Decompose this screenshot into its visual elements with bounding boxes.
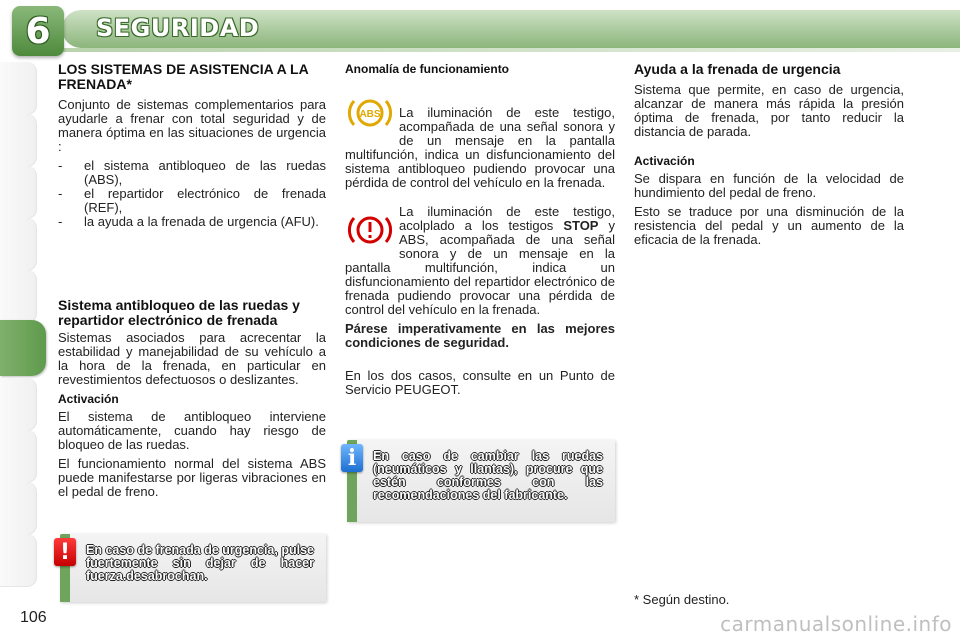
chapter-tab[interactable] — [0, 430, 37, 483]
abs-icon-label: ABS — [359, 109, 381, 120]
stop-warning-text: Párese imperativamente en las mejores condiciones de seguridad. — [345, 321, 615, 350]
chapter-tabs — [0, 62, 40, 582]
page-number: 106 — [20, 609, 47, 626]
section-heading-anomaly: Anomalía de funcionamiento — [345, 62, 510, 76]
chapter-tab[interactable] — [0, 482, 37, 535]
emergency-intro: Sistema que permite, en caso de urgencia, alcanzar de manera más rápida la presión óptima de frenada, por tanto reducir la distancia de parada. — [634, 82, 904, 139]
brake-anomaly-block — [345, 205, 615, 317]
page-header — [0, 0, 960, 58]
info-icon: i — [341, 444, 363, 472]
warning-note-text: En caso de frenada de urgencia, pulse fuertemente sin dejar de hacer fuerza.desabrochan. — [86, 543, 314, 583]
activation-heading: Activación — [58, 392, 119, 406]
chapter-tab[interactable] — [0, 534, 37, 587]
activation-text: Se dispara en función de la velocidad de hundimiento del pedal de freno. — [634, 171, 904, 200]
list-item: - el sistema antibloqueo de las ruedas (ABS), — [58, 158, 326, 187]
brake-anomaly-text: La iluminación de este testigo, acolplado a los testigos STOP y ABS, acompañada de una señal sonora y de un mensaje en la pantalla multifunción, indica un disfuncionamiento del repartidor electrónico de frenada pudiendo provocar una pérdida de control del vehículo en la frenada. — [345, 204, 615, 317]
column-left — [58, 62, 326, 504]
chapter-tab[interactable] — [0, 62, 37, 115]
chapter-tab[interactable] — [0, 166, 37, 219]
chapter-badge — [12, 6, 64, 56]
footnote: * Según destino. — [634, 592, 730, 607]
watermark: carmanualsonline.info — [720, 612, 952, 636]
warning-note — [60, 534, 326, 602]
list-item: - la ayuda a la frenada de urgencia (AFU). — [58, 214, 319, 229]
chapter-tab[interactable] — [0, 218, 37, 271]
chapter-tab-active[interactable] — [0, 320, 46, 376]
intro-text: Conjunto de sistemas complementarios para ayudarle a frenar con total seguridad y de manera óptima en las situaciones de urgencia : — [58, 97, 326, 154]
abs-warning-icon — [345, 92, 395, 134]
section-heading-assist: LOS SISTEMAS DE ASISTENCIA A LA FRENADA* — [58, 61, 309, 92]
warning-icon: ! — [54, 538, 76, 566]
info-note — [347, 440, 615, 522]
activation-text: Esto se traduce por una disminución de la resistencia del pedal y un aumento de la eficacia de la frenada. — [634, 204, 904, 247]
activation-text: El funcionamiento normal del sistema ABS puede manifestarse por ligeras vibraciones en el pedal de freno. — [58, 456, 326, 499]
abs-anomaly-text: La iluminación de este testigo, acompañada de una señal sonora y de un mensaje en la pantalla multifunción, indica un disfuncionamiento del sistema antibloqueo pudiendo provocar una pérdida de control del vehículo en la frenada. — [345, 105, 615, 190]
chapter-tab[interactable] — [0, 378, 37, 431]
systems-list — [58, 159, 326, 229]
activation-text: El sistema de antibloqueo interviene automáticamente, cuando hay riesgo de bloqueo de las ruedas. — [58, 409, 326, 452]
column-right — [634, 62, 904, 252]
section-heading-abs: Sistema antibloqueo de las ruedas y repartidor electrónico de frenada — [58, 297, 300, 328]
list-item: - el repartidor electrónico de frenada (REF), — [58, 186, 326, 215]
activation-heading: Activación — [634, 154, 695, 168]
page-title: SEGURIDAD — [96, 14, 260, 42]
info-note-text: En caso de cambiar las ruedas (neumáticos y llantas), procure que estén conformes con las recomendaciones del fabricante. — [373, 449, 603, 502]
column-middle — [345, 62, 615, 402]
closing-text: En los dos casos, consulte en un Punto de Servicio PEUGEOT. — [345, 368, 615, 397]
abs-text: Sistemas asociados para acrecentar la estabilidad y manejabilidad de su vehículo a la hora de la frenada, en particular en revestimientos defectuosos o deslizantes. — [58, 330, 326, 387]
chapter-tab[interactable] — [0, 114, 37, 167]
brake-warning-icon — [345, 209, 395, 251]
stop-label: STOP — [563, 218, 599, 233]
abs-anomaly-block — [345, 80, 615, 190]
section-heading-emergency: Ayuda a la frenada de urgencia — [634, 61, 841, 77]
chapter-tab[interactable] — [0, 270, 37, 323]
chapter-number: 6 — [25, 10, 51, 52]
